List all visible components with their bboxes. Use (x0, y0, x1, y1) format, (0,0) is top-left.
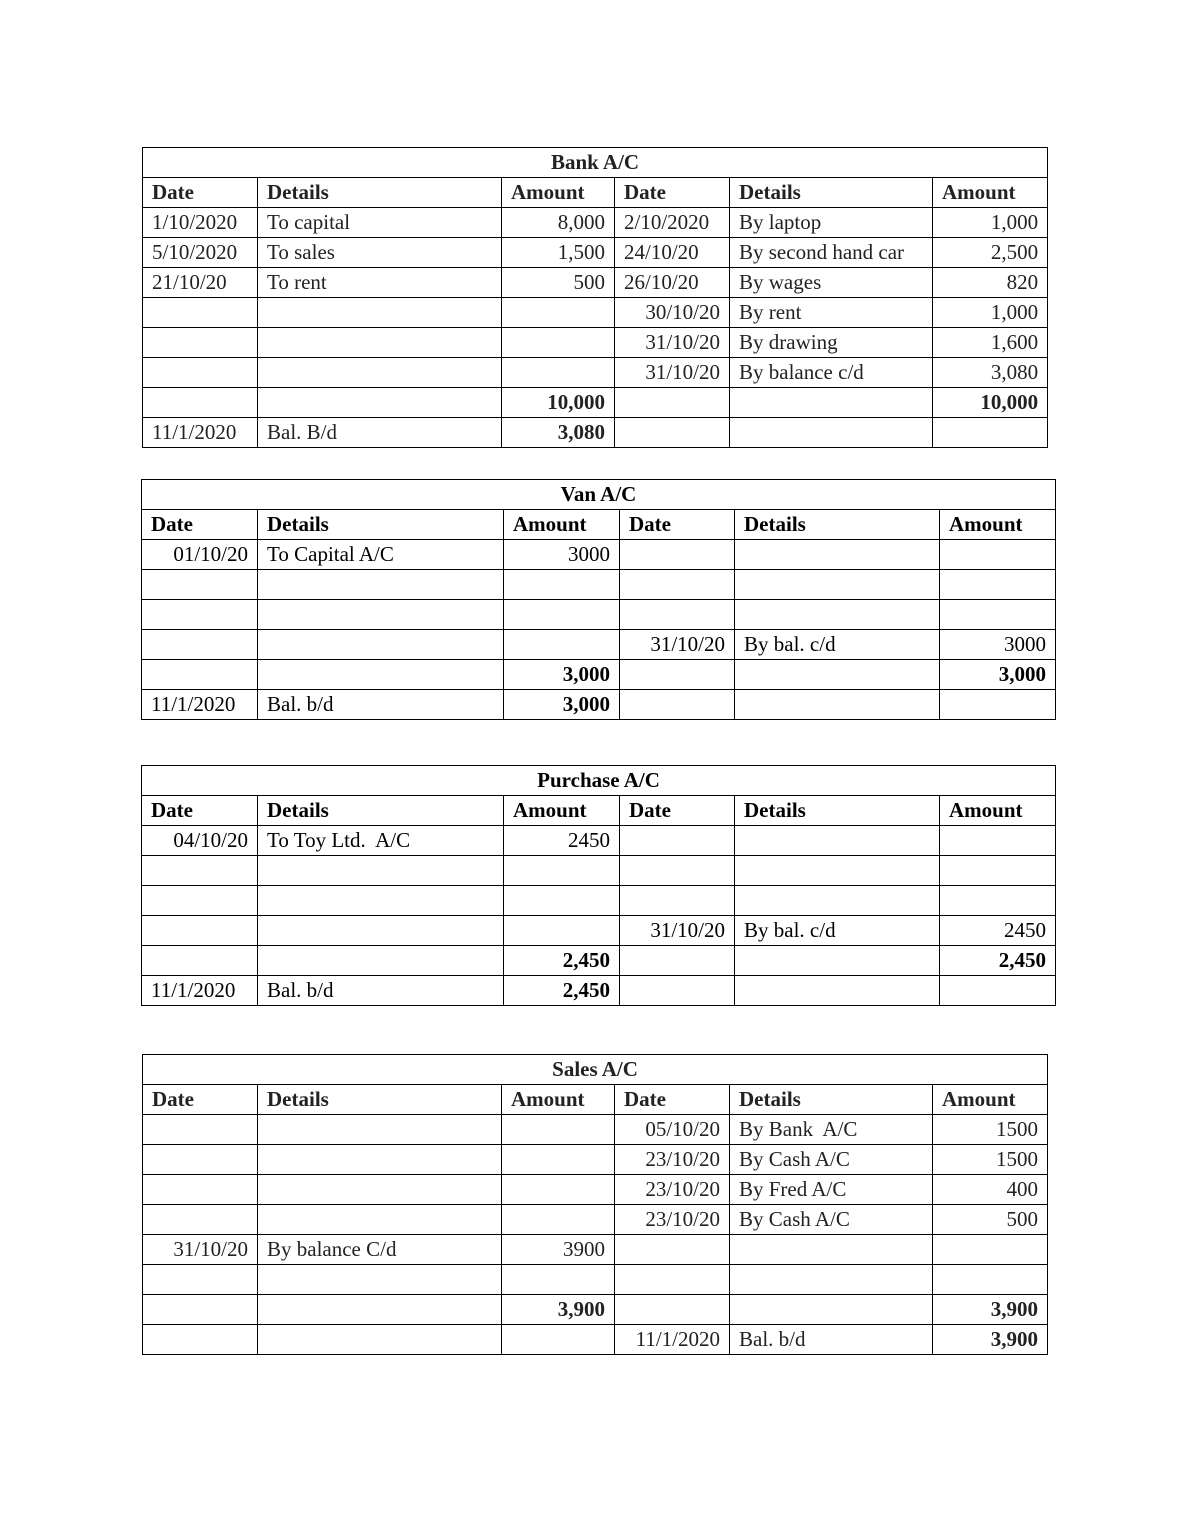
credit-amount (940, 886, 1056, 916)
balance-row (142, 976, 1056, 1006)
debit-details (258, 916, 504, 946)
credit-date: 23/10/20 (615, 1175, 730, 1205)
credit-total: 3,900 (933, 1295, 1048, 1325)
col-header-amount: Amount (933, 1085, 1048, 1115)
col-header-date: Date (143, 1085, 258, 1115)
credit-date (615, 1235, 730, 1265)
debit-amount (502, 1325, 615, 1355)
col-header-details: Details (258, 510, 504, 540)
credit-amount: 400 (933, 1175, 1048, 1205)
credit-details (735, 570, 940, 600)
debit-details: To sales (258, 238, 502, 268)
debit-details: By balance C/d (258, 1235, 502, 1265)
credit-amount (933, 1235, 1048, 1265)
credit-amount (933, 1265, 1048, 1295)
col-header-amount: Amount (933, 178, 1048, 208)
debit-date (142, 886, 258, 916)
debit-details (258, 886, 504, 916)
totals-row (143, 388, 1048, 418)
debit-details (258, 358, 502, 388)
debit-date (143, 298, 258, 328)
credit-details (730, 418, 933, 448)
table-row (143, 1235, 1048, 1265)
debit-date (143, 358, 258, 388)
debit-amount (504, 916, 620, 946)
account-title: Purchase A/C (142, 766, 1056, 796)
debit-details (258, 328, 502, 358)
col-header-details: Details (258, 796, 504, 826)
credit-details: Bal. b/d (730, 1325, 933, 1355)
col-header-amount: Amount (502, 1085, 615, 1115)
credit-details: By balance c/d (730, 358, 933, 388)
account-title: Van A/C (142, 480, 1056, 510)
debit-amount (502, 1265, 615, 1295)
credit-amount: 1,000 (933, 208, 1048, 238)
col-header-amount: Amount (502, 178, 615, 208)
credit-amount (940, 856, 1056, 886)
col-header-date: Date (620, 510, 735, 540)
debit-amount: 3900 (502, 1235, 615, 1265)
debit-details (258, 298, 502, 328)
credit-details: By Cash A/C (730, 1205, 933, 1235)
credit-date: 26/10/20 (615, 268, 730, 298)
table-header-row (143, 1085, 1048, 1115)
table-row (142, 856, 1056, 886)
credit-date (620, 690, 735, 720)
table-row (142, 886, 1056, 916)
debit-date (143, 328, 258, 358)
credit-date: 11/1/2020 (615, 1325, 730, 1355)
col-header-details: Details (258, 178, 502, 208)
credit-amount: 3000 (940, 630, 1056, 660)
table-row (143, 238, 1048, 268)
debit-date (142, 570, 258, 600)
credit-details (735, 886, 940, 916)
credit-details: By wages (730, 268, 933, 298)
credit-date (620, 856, 735, 886)
credit-date: 31/10/20 (615, 328, 730, 358)
debit-date (142, 660, 258, 690)
debit-details (258, 660, 504, 690)
debit-date: 31/10/20 (143, 1235, 258, 1265)
totals-row (143, 1295, 1048, 1325)
credit-date (615, 1295, 730, 1325)
table-row (142, 570, 1056, 600)
table-row (142, 600, 1056, 630)
credit-details: By Bank A/C (730, 1115, 933, 1145)
credit-details (735, 856, 940, 886)
credit-amount: 3,080 (933, 358, 1048, 388)
debit-amount (504, 886, 620, 916)
table-header-row (142, 510, 1056, 540)
debit-date (143, 1145, 258, 1175)
debit-details: To capital (258, 208, 502, 238)
table-header-row (142, 796, 1056, 826)
debit-date (142, 600, 258, 630)
debit-amount: 3,000 (504, 690, 620, 720)
credit-date (620, 886, 735, 916)
account-title: Bank A/C (143, 148, 1048, 178)
credit-date: 31/10/20 (620, 916, 735, 946)
credit-details: By bal. c/d (735, 916, 940, 946)
col-header-details: Details (730, 178, 933, 208)
debit-date (143, 1115, 258, 1145)
credit-amount (940, 570, 1056, 600)
credit-date (620, 600, 735, 630)
sales-account-table (142, 1054, 1048, 1355)
debit-amount (502, 1175, 615, 1205)
debit-amount (502, 1115, 615, 1145)
debit-amount (502, 328, 615, 358)
debit-amount (504, 570, 620, 600)
debit-amount (502, 1145, 615, 1175)
col-header-details: Details (258, 1085, 502, 1115)
debit-details: Bal. B/d (258, 418, 502, 448)
debit-date: 11/1/2020 (142, 976, 258, 1006)
credit-total: 10,000 (933, 388, 1048, 418)
credit-details: By Cash A/C (730, 1145, 933, 1175)
debit-date (143, 1295, 258, 1325)
debit-details (258, 600, 504, 630)
debit-amount (504, 600, 620, 630)
account-title: Sales A/C (143, 1055, 1048, 1085)
debit-amount (502, 358, 615, 388)
debit-details (258, 630, 504, 660)
credit-details: By Fred A/C (730, 1175, 933, 1205)
debit-amount: 500 (502, 268, 615, 298)
debit-details (258, 946, 504, 976)
col-header-date: Date (142, 796, 258, 826)
credit-date (615, 1265, 730, 1295)
debit-total: 10,000 (502, 388, 615, 418)
credit-amount: 500 (933, 1205, 1048, 1235)
col-header-amount: Amount (504, 796, 620, 826)
debit-details: Bal. b/d (258, 976, 504, 1006)
debit-total: 2,450 (504, 946, 620, 976)
debit-details (258, 570, 504, 600)
debit-amount: 3,080 (502, 418, 615, 448)
debit-date (142, 946, 258, 976)
credit-amount (940, 826, 1056, 856)
col-header-date: Date (143, 178, 258, 208)
debit-date (143, 1175, 258, 1205)
credit-amount (940, 540, 1056, 570)
credit-date: 31/10/20 (615, 358, 730, 388)
credit-amount (933, 418, 1048, 448)
purchase-account-table (141, 765, 1056, 1006)
col-header-date: Date (615, 178, 730, 208)
table-row (143, 1175, 1048, 1205)
col-header-details: Details (735, 510, 940, 540)
credit-date: 05/10/20 (615, 1115, 730, 1145)
credit-details: By drawing (730, 328, 933, 358)
col-header-date: Date (615, 1085, 730, 1115)
credit-amount: 1,000 (933, 298, 1048, 328)
balance-row (143, 418, 1048, 448)
credit-details (730, 1265, 933, 1295)
col-header-amount: Amount (940, 510, 1056, 540)
debit-date (142, 916, 258, 946)
credit-details (735, 660, 940, 690)
debit-date (143, 388, 258, 418)
debit-amount (504, 856, 620, 886)
credit-details: By laptop (730, 208, 933, 238)
debit-details: Bal. b/d (258, 690, 504, 720)
table-row (143, 268, 1048, 298)
credit-details (730, 1235, 933, 1265)
table-row (142, 540, 1056, 570)
debit-details (258, 1295, 502, 1325)
col-header-date: Date (620, 796, 735, 826)
table-title-row (143, 148, 1048, 178)
debit-details (258, 1145, 502, 1175)
debit-date: 11/1/2020 (142, 690, 258, 720)
credit-amount (940, 600, 1056, 630)
col-header-amount: Amount (504, 510, 620, 540)
totals-row (142, 946, 1056, 976)
balance-row (142, 690, 1056, 720)
van-account-table (141, 479, 1056, 720)
credit-details (735, 540, 940, 570)
debit-details (258, 1115, 502, 1145)
credit-details: By bal. c/d (735, 630, 940, 660)
debit-date (142, 856, 258, 886)
debit-date (143, 1265, 258, 1295)
debit-date (143, 1205, 258, 1235)
debit-details (258, 1325, 502, 1355)
credit-date (620, 946, 735, 976)
col-header-date: Date (142, 510, 258, 540)
debit-amount: 3000 (504, 540, 620, 570)
credit-date (620, 826, 735, 856)
credit-total: 3,000 (940, 660, 1056, 690)
credit-details (735, 976, 940, 1006)
table-title-row (142, 766, 1056, 796)
credit-date (620, 540, 735, 570)
credit-details: By second hand car (730, 238, 933, 268)
credit-date: 2/10/2020 (615, 208, 730, 238)
debit-total: 3,000 (504, 660, 620, 690)
credit-details (730, 388, 933, 418)
credit-date (615, 388, 730, 418)
debit-amount: 2,450 (504, 976, 620, 1006)
credit-amount: 2450 (940, 916, 1056, 946)
debit-amount: 2450 (504, 826, 620, 856)
debit-date: 1/10/2020 (143, 208, 258, 238)
credit-date (620, 570, 735, 600)
debit-amount (502, 298, 615, 328)
credit-amount: 1,600 (933, 328, 1048, 358)
credit-date: 31/10/20 (620, 630, 735, 660)
totals-row (142, 660, 1056, 690)
debit-date: 04/10/20 (142, 826, 258, 856)
debit-total: 3,900 (502, 1295, 615, 1325)
credit-date: 30/10/20 (615, 298, 730, 328)
table-row (142, 826, 1056, 856)
col-header-details: Details (735, 796, 940, 826)
debit-date: 5/10/2020 (143, 238, 258, 268)
debit-details: To Toy Ltd. A/C (258, 826, 504, 856)
credit-date: 23/10/20 (615, 1145, 730, 1175)
credit-details (735, 690, 940, 720)
debit-date: 11/1/2020 (143, 418, 258, 448)
table-header-row (143, 178, 1048, 208)
debit-details (258, 1265, 502, 1295)
table-row (143, 1265, 1048, 1295)
debit-amount: 8,000 (502, 208, 615, 238)
credit-total: 2,450 (940, 946, 1056, 976)
col-header-amount: Amount (940, 796, 1056, 826)
debit-details (258, 388, 502, 418)
table-row (143, 328, 1048, 358)
col-header-details: Details (730, 1085, 933, 1115)
credit-date (620, 976, 735, 1006)
table-title-row (143, 1055, 1048, 1085)
bank-account-table (142, 147, 1048, 448)
credit-amount (940, 690, 1056, 720)
debit-date (142, 630, 258, 660)
credit-details (735, 600, 940, 630)
table-row (143, 1205, 1048, 1235)
credit-date: 24/10/20 (615, 238, 730, 268)
debit-amount (504, 630, 620, 660)
credit-amount (940, 976, 1056, 1006)
table-row (142, 916, 1056, 946)
table-row (143, 208, 1048, 238)
table-row (143, 298, 1048, 328)
credit-amount: 3,900 (933, 1325, 1048, 1355)
credit-details (735, 946, 940, 976)
balance-row (143, 1325, 1048, 1355)
debit-details (258, 1205, 502, 1235)
credit-amount: 1500 (933, 1145, 1048, 1175)
credit-details (730, 1295, 933, 1325)
credit-amount: 820 (933, 268, 1048, 298)
credit-date (615, 418, 730, 448)
table-row (143, 1145, 1048, 1175)
credit-date (620, 660, 735, 690)
credit-details (735, 826, 940, 856)
debit-details: To rent (258, 268, 502, 298)
credit-date: 23/10/20 (615, 1205, 730, 1235)
debit-date: 21/10/20 (143, 268, 258, 298)
debit-details: To Capital A/C (258, 540, 504, 570)
debit-details (258, 1175, 502, 1205)
table-row (142, 630, 1056, 660)
credit-details: By rent (730, 298, 933, 328)
credit-amount: 2,500 (933, 238, 1048, 268)
debit-date: 01/10/20 (142, 540, 258, 570)
debit-date (143, 1325, 258, 1355)
debit-amount: 1,500 (502, 238, 615, 268)
table-row (143, 358, 1048, 388)
table-row (143, 1115, 1048, 1145)
debit-details (258, 856, 504, 886)
table-title-row (142, 480, 1056, 510)
debit-amount (502, 1205, 615, 1235)
credit-amount: 1500 (933, 1115, 1048, 1145)
